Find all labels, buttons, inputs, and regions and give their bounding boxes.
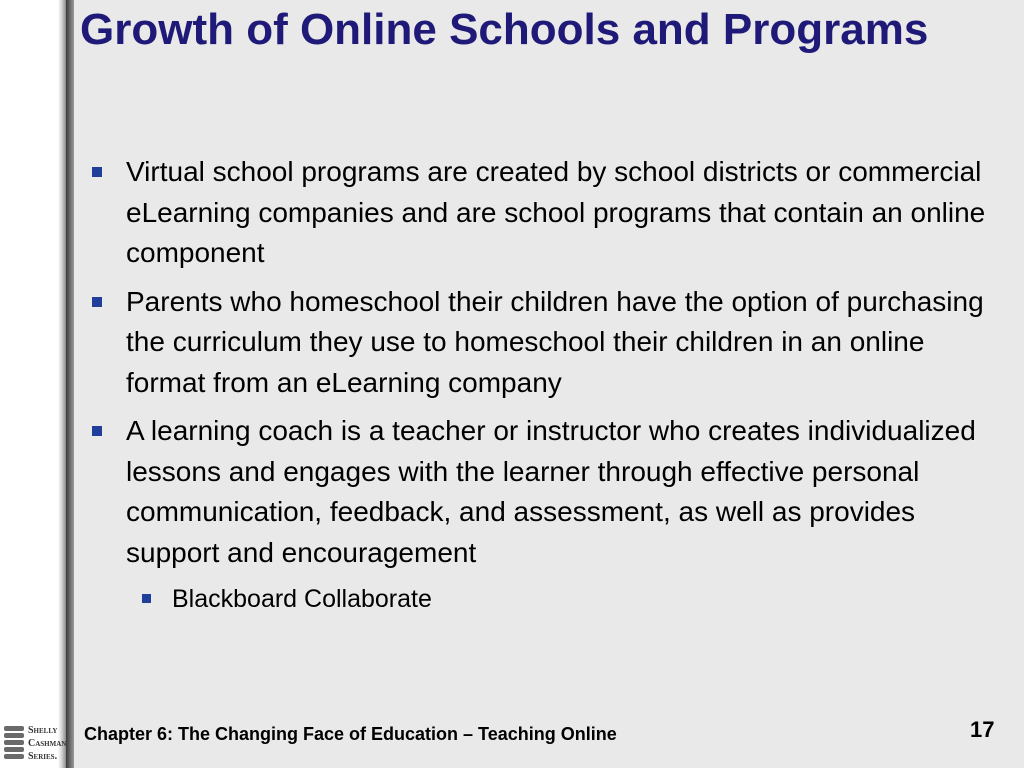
bullet-text: A learning coach is a teacher or instructor who creates individualized lessons and engages with the learner through effective personal communication, feedback, and assessment, as well as provides support and encouragement	[126, 415, 976, 568]
sub-bullet-item	[88, 581, 1003, 617]
square-bullet-icon	[92, 167, 102, 177]
logo-text	[28, 724, 66, 763]
footer-text: Chapter 6: The Changing Face of Education – Teaching Online	[84, 724, 617, 744]
bullet-text: Parents who homeschool their children have the option of purchasing the curriculum they use to homeschool their children in an online format from an eLearning company	[126, 285, 984, 398]
bullet-text: Virtual school programs are created by school districts or commercial eLearning companies and are school programs that contain an online component	[126, 156, 986, 268]
square-bullet-icon	[92, 297, 102, 307]
logo-line: Shelly	[28, 725, 58, 736]
logo-line: Cashman	[28, 738, 67, 749]
left-bar-stripe	[66, 0, 74, 768]
logo-line: Series.	[28, 751, 58, 762]
bullet-item	[88, 152, 1003, 274]
slide-content	[88, 152, 1003, 617]
square-bullet-icon	[92, 426, 102, 436]
publisher-logo	[0, 720, 72, 768]
sub-bullet-text: Blackboard Collaborate	[172, 585, 432, 613]
slide-title: Growth of Online Schools and Programs	[80, 5, 929, 54]
square-bullet-icon	[142, 594, 151, 603]
left-decorative-bar	[0, 0, 74, 768]
bullet-item	[88, 282, 1003, 404]
books-icon	[4, 726, 24, 762]
bullet-item	[88, 411, 1003, 573]
page-number: 17	[970, 717, 995, 742]
